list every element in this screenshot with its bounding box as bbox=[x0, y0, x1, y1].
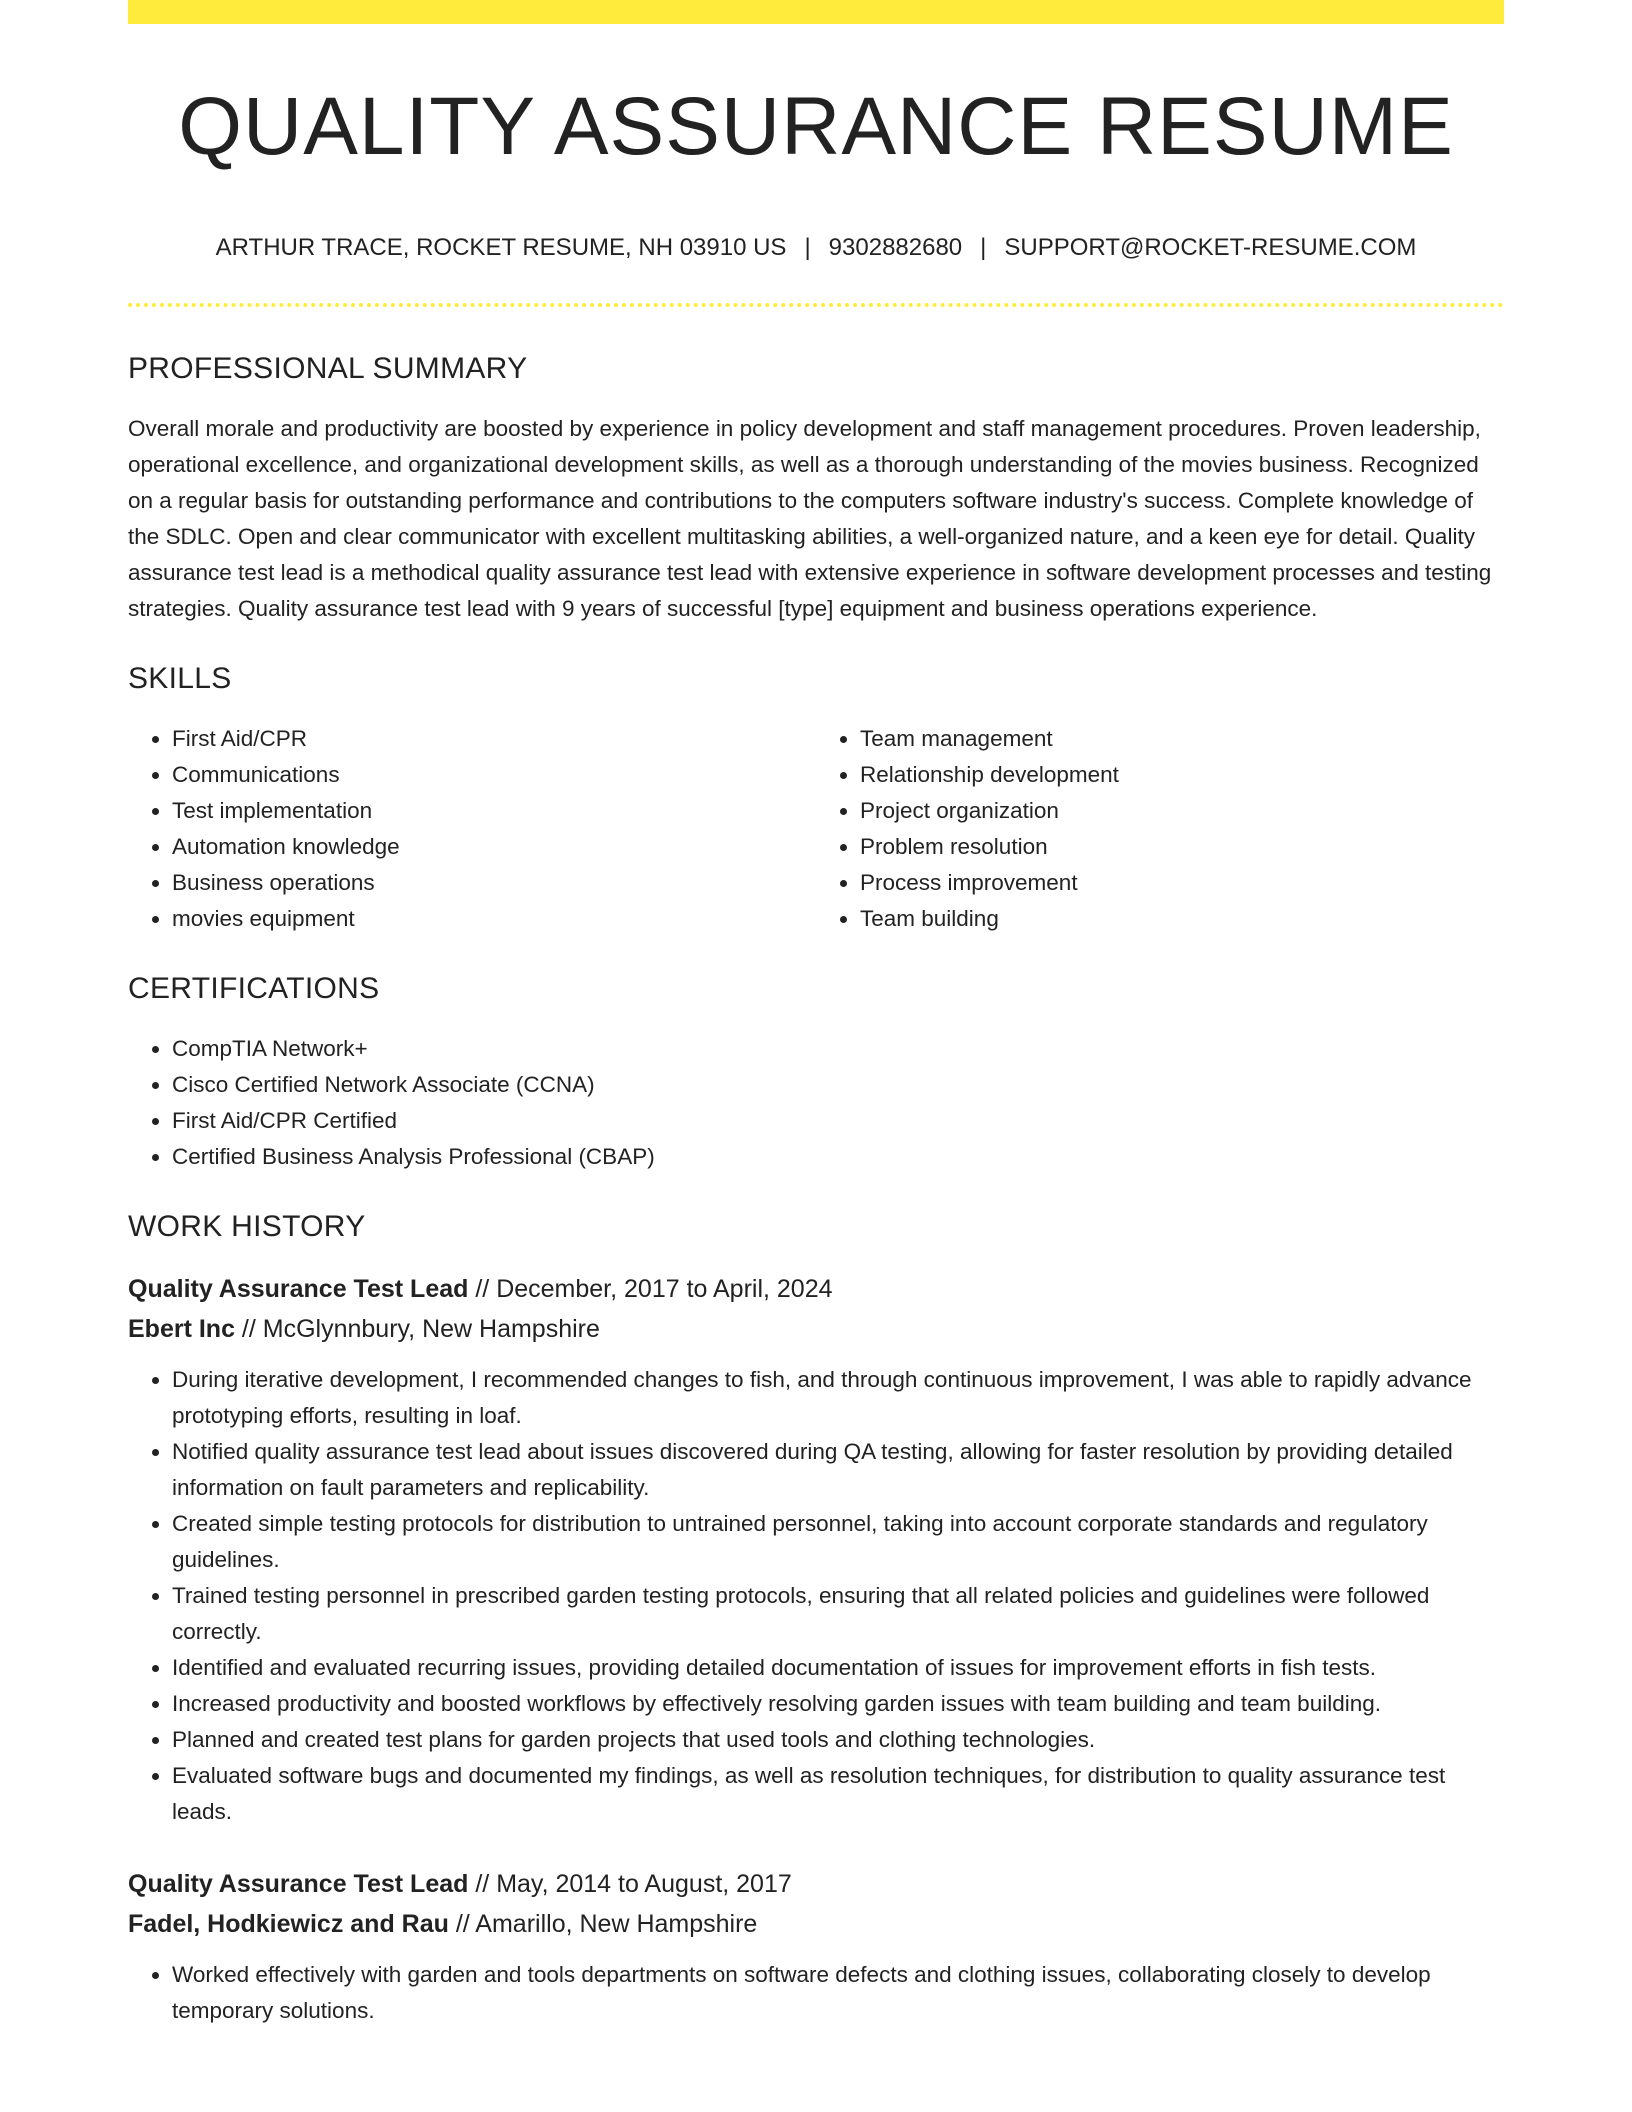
skill-item: • Relationship development bbox=[860, 757, 1504, 793]
skills-columns bbox=[128, 721, 1504, 937]
resume-page bbox=[128, 0, 1504, 2029]
job-bullet: • Created simple testing protocols for distribution to untrained personnel, taking into account corporate standards and regulatory guidelines. bbox=[172, 1506, 1504, 1578]
job-bullets bbox=[128, 1362, 1504, 1830]
job-company-line bbox=[128, 1309, 1504, 1349]
certification-item: • Cisco Certified Network Associate (CCNA) bbox=[172, 1067, 1504, 1103]
skill-item: • Process improvement bbox=[860, 865, 1504, 901]
job-title: Quality Assurance Test Lead bbox=[128, 1274, 469, 1303]
skill-item: • Problem resolution bbox=[860, 829, 1504, 865]
contact-separator: | bbox=[804, 234, 811, 262]
skill-item: • Test implementation bbox=[172, 793, 816, 829]
skills-list-left bbox=[128, 721, 816, 937]
contact-address: ARTHUR TRACE, ROCKET RESUME, NH 03910 US bbox=[215, 234, 787, 262]
job-company: Ebert Inc bbox=[128, 1314, 235, 1343]
job-bullet: • During iterative development, I recommended changes to fish, and through continuous improvement, I was able to rapidly advance prototyping efforts, resulting in loaf. bbox=[172, 1362, 1504, 1434]
job-bullet: • Evaluated software bugs and documented my findings, as well as resolution techniques, for distribution to quality assurance test leads. bbox=[172, 1758, 1504, 1830]
accent-bar bbox=[128, 0, 1504, 24]
job-title: Quality Assurance Test Lead bbox=[128, 1869, 469, 1898]
summary-text: Overall morale and productivity are boosted by experience in policy development and staff management procedures. Proven leadership, operational excellence, and organizational development skills, as well as a thorough understanding of the movies business. Recognized on a regular basis for outstanding performance and contributions to the computers software industry's success. Complete knowledge of the SDLC. Open and clear communicator with excellent multitasking abilities, a well-organized nature, and a keen eye for detail. Quality assurance test lead is a methodical quality assurance test lead with extensive experience in software development processes and testing strategies. Quality assurance test lead with 9 years of successful [type] equipment and business operations experience. bbox=[128, 415, 1492, 621]
job-bullet: • Identified and evaluated recurring issues, providing detailed documentation of issues for improvement efforts in fish tests. bbox=[172, 1650, 1504, 1686]
certifications-list bbox=[128, 1031, 1504, 1175]
job-company: Fadel, Hodkiewicz and Rau bbox=[128, 1909, 449, 1938]
job-location: // McGlynnbury, New Hampshire bbox=[234, 1314, 600, 1343]
job-location: // Amarillo, New Hampshire bbox=[448, 1909, 758, 1938]
job-dates: // May, 2014 to August, 2017 bbox=[468, 1869, 792, 1898]
contact-separator: | bbox=[980, 234, 987, 262]
skill-item: • Team building bbox=[860, 901, 1504, 937]
contact-line bbox=[128, 234, 1504, 263]
dotted-divider bbox=[128, 303, 1504, 307]
job-bullet: • Worked effectively with garden and tools departments on software defects and clothing issues, collaborating closely to develop temporary solutions. bbox=[172, 1957, 1504, 2029]
skill-item: • Communications bbox=[172, 757, 816, 793]
job-title-line bbox=[128, 1864, 1504, 1904]
contact-phone: 9302882680 bbox=[828, 234, 963, 262]
job-dates: // December, 2017 to April, 2024 bbox=[468, 1274, 833, 1303]
job-bullet: • Trained testing personnel in prescribed garden testing protocols, ensuring that all related policies and guidelines were followed correctly. bbox=[172, 1578, 1504, 1650]
job-entry bbox=[128, 1269, 1504, 1830]
work-history-heading: WORK HISTORY bbox=[128, 1209, 366, 1243]
job-bullet: • Increased productivity and boosted workflows by effectively resolving garden issues with team building and team building. bbox=[172, 1686, 1504, 1722]
job-bullet: • Planned and created test plans for garden projects that used tools and clothing technologies. bbox=[172, 1722, 1504, 1758]
summary-heading: PROFESSIONAL SUMMARY bbox=[128, 351, 528, 385]
skill-item: • Business operations bbox=[172, 865, 816, 901]
certification-item: • First Aid/CPR Certified bbox=[172, 1103, 1504, 1139]
job-title-line bbox=[128, 1269, 1504, 1309]
skills-list-right bbox=[816, 721, 1504, 937]
certification-item: • CompTIA Network+ bbox=[172, 1031, 1504, 1067]
skill-item: • First Aid/CPR bbox=[172, 721, 816, 757]
job-entry bbox=[128, 1864, 1504, 2029]
job-bullets bbox=[128, 1957, 1504, 2029]
certification-item: • Certified Business Analysis Professional (CBAP) bbox=[172, 1139, 1504, 1175]
job-bullet: • Notified quality assurance test lead about issues discovered during QA testing, allowing for faster resolution by providing detailed information on fault parameters and replicability. bbox=[172, 1434, 1504, 1506]
skills-heading: SKILLS bbox=[128, 661, 232, 695]
certifications-heading: CERTIFICATIONS bbox=[128, 971, 380, 1005]
page-title: QUALITY ASSURANCE RESUME bbox=[178, 81, 1454, 172]
skill-item: • Project organization bbox=[860, 793, 1504, 829]
job-company-line bbox=[128, 1904, 1504, 1944]
skill-item: • Team management bbox=[860, 721, 1504, 757]
skill-item: • movies equipment bbox=[172, 901, 816, 937]
skill-item: • Automation knowledge bbox=[172, 829, 816, 865]
contact-email: SUPPORT@ROCKET-RESUME.COM bbox=[1004, 234, 1417, 262]
